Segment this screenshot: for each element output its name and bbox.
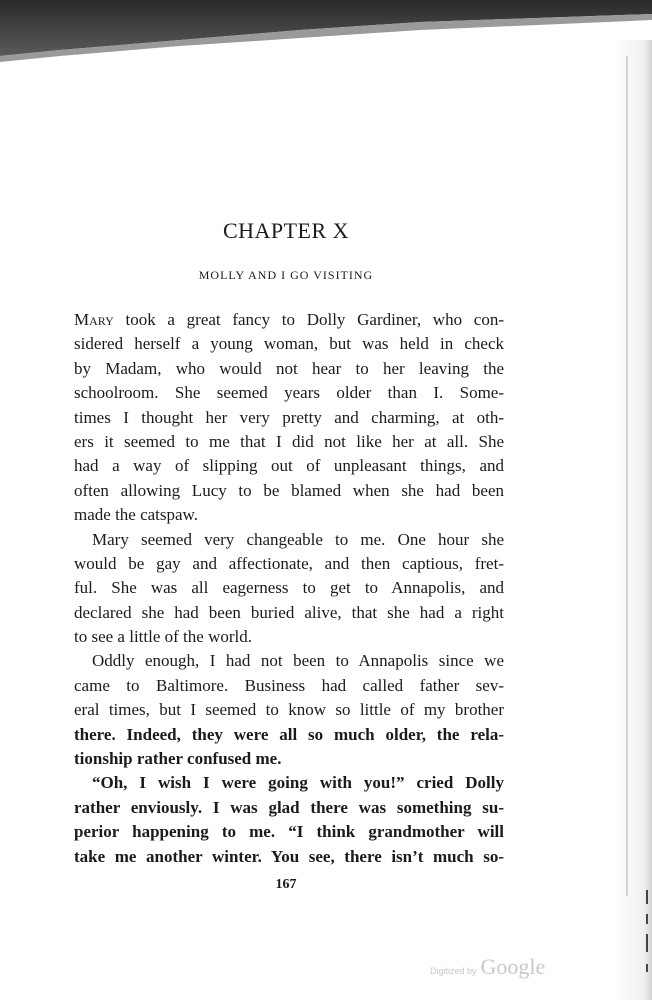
watermark-logo-text: Google	[480, 954, 546, 979]
text-line: by Madam, who would not hear to her leaving the	[74, 358, 504, 378]
text-line: ful. She was all eagerness to get to Annapolis, and	[74, 578, 504, 598]
scan-tick-marks	[644, 890, 650, 1000]
line-text: took a great fancy to Dolly Gardiner, who con-	[113, 310, 504, 329]
text-line: “Oh, I wish I were going with you!” cried Dolly	[92, 773, 504, 793]
text-line: Mary seemed very changeable to me. One hour she	[92, 529, 504, 549]
page-number: 167	[275, 877, 297, 892]
digitized-watermark	[430, 954, 570, 982]
body-text	[74, 308, 504, 869]
text-line: ers it seemed to me that I did not like her at all. She	[74, 431, 504, 451]
text-line: would be gay and affectionate, and then captious, fret-	[74, 553, 504, 573]
watermark-small-text: Digitized by	[430, 966, 477, 976]
page-edge-shadow	[612, 40, 652, 1000]
text-line: Oddly enough, I had not been to Annapolis since we	[92, 651, 504, 671]
chapter-subtitle: MOLLY AND I GO VISITING	[198, 268, 374, 282]
text-line: made the catspaw.	[74, 505, 198, 525]
text-line: rather enviously. I was glad there was something su-	[74, 797, 504, 817]
text-line: there. Indeed, they were all so much older, the rela-	[74, 724, 504, 744]
page-edge-line	[626, 56, 628, 896]
chapter-title: CHAPTER X	[222, 218, 350, 243]
text-line: declared she had been buried alive, that she had a right	[74, 602, 504, 622]
text-line: schoolroom. She seemed years older than I. Some-	[74, 383, 504, 403]
scan-shadow-top	[0, 0, 652, 62]
text-line: came to Baltimore. Business had called father sev-	[74, 675, 504, 695]
text-line: often allowing Lucy to be blamed when she had been	[74, 480, 504, 500]
text-line: tionship rather confused me.	[74, 749, 282, 769]
text-line: times I thought her very pretty and charming, at oth-	[74, 407, 504, 427]
text-line: had a way of slipping out of unpleasant things, and	[74, 456, 504, 476]
text-line: sidered herself a young woman, but was held in check	[74, 334, 504, 354]
text-line	[74, 308, 504, 332]
text-line: eral times, but I seemed to know so little of my brother	[74, 700, 504, 720]
text-line: perior happening to me. “I think grandmother will	[74, 822, 504, 842]
text-line: take me another winter. You see, there isn’t much so-	[74, 846, 504, 866]
text-line: to see a little of the world.	[74, 627, 252, 647]
small-caps-lead: Mary	[74, 310, 114, 329]
